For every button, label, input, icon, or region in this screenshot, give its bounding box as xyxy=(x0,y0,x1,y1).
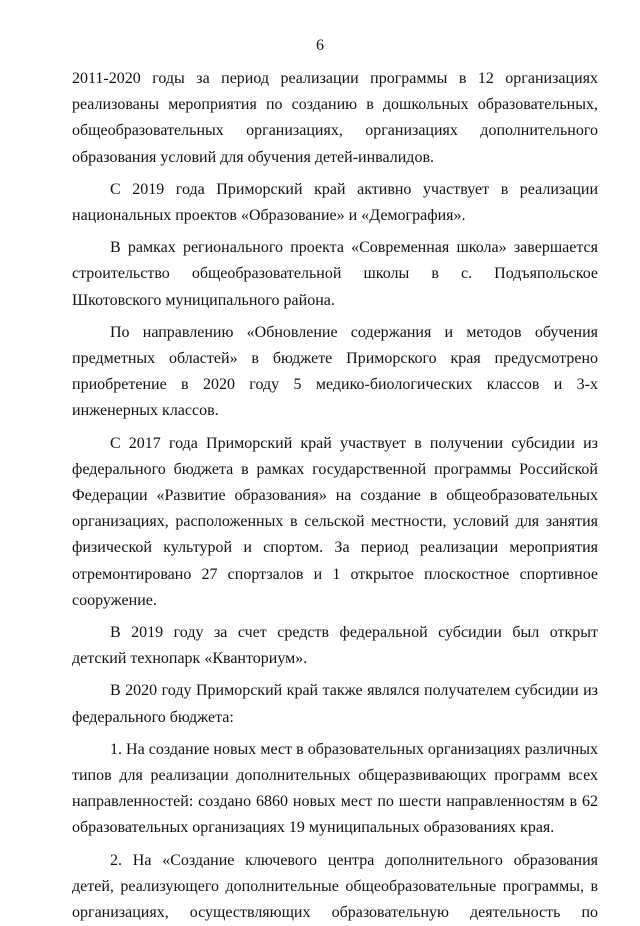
list-item-1: 1. На создание новых мест в образовательных организациях различных типов для реализации дополнительных общеразвивающих программ всех направленностей: создано 6860 новых мест по шести направленностям в 62 образовательных организациях 19 муниципальных образованиях края. xyxy=(72,740,598,837)
document-body xyxy=(72,66,598,926)
list-item-2: 2. На «Создание ключевого центра дополнительного образования детей, реализующего дополнительные общеобразовательные программы, в организациях, осуществляющих образовательную деятельность по xyxy=(72,851,598,922)
paragraph-modern-school: В рамках регионального проекта «Современная школа» завершается строительство общеобразовательной школы в с. Подъяпольское Шкотовского муниципального района. xyxy=(72,239,598,309)
page-number: 6 xyxy=(316,37,324,54)
paragraph-subsidy-intro: В 2020 году Приморский край также являлся получателем субсидии из федерального бюджета: xyxy=(72,682,598,726)
paragraph-national-projects: С 2019 года Приморский край активно участвует в реализации национальных проектов «Образование» и «Демография». xyxy=(72,180,598,225)
paragraph-rural-sports: С 2017 года Приморский край участвует в получении субсидии из федерального бюджета в рамках государственной программы Российской Федерации «Развитие образования» на создание в общеобразовательных организациях, расположенных в сельской местности, условий для занятия физической культурой и спортом. За период реализации мероприятия отремонтировано 27 спортзалов и 1 открытое плоскостное спортивное сооружение. xyxy=(72,434,598,609)
paragraph-continuation: 2011-2020 годы за период реализации программы в 12 организациях реализованы мероприятия по созданию в дошкольных образовательных, общеобразовательных организациях, организациях дополнительного образования условий для обучения детей-инвалидов. xyxy=(72,70,598,166)
paragraph-kvantorium: В 2019 году за счет средств федеральной субсидии был открыт детский технопарк «Кванториум». xyxy=(72,624,598,668)
paragraph-subject-areas: По направлению «Обновление содержания и методов обучения предметных областей» в бюджете Приморского края предусмотрено приобретение в 2020 году 5 медико-биологических классов и 3-х инженерных классов. xyxy=(72,323,598,420)
